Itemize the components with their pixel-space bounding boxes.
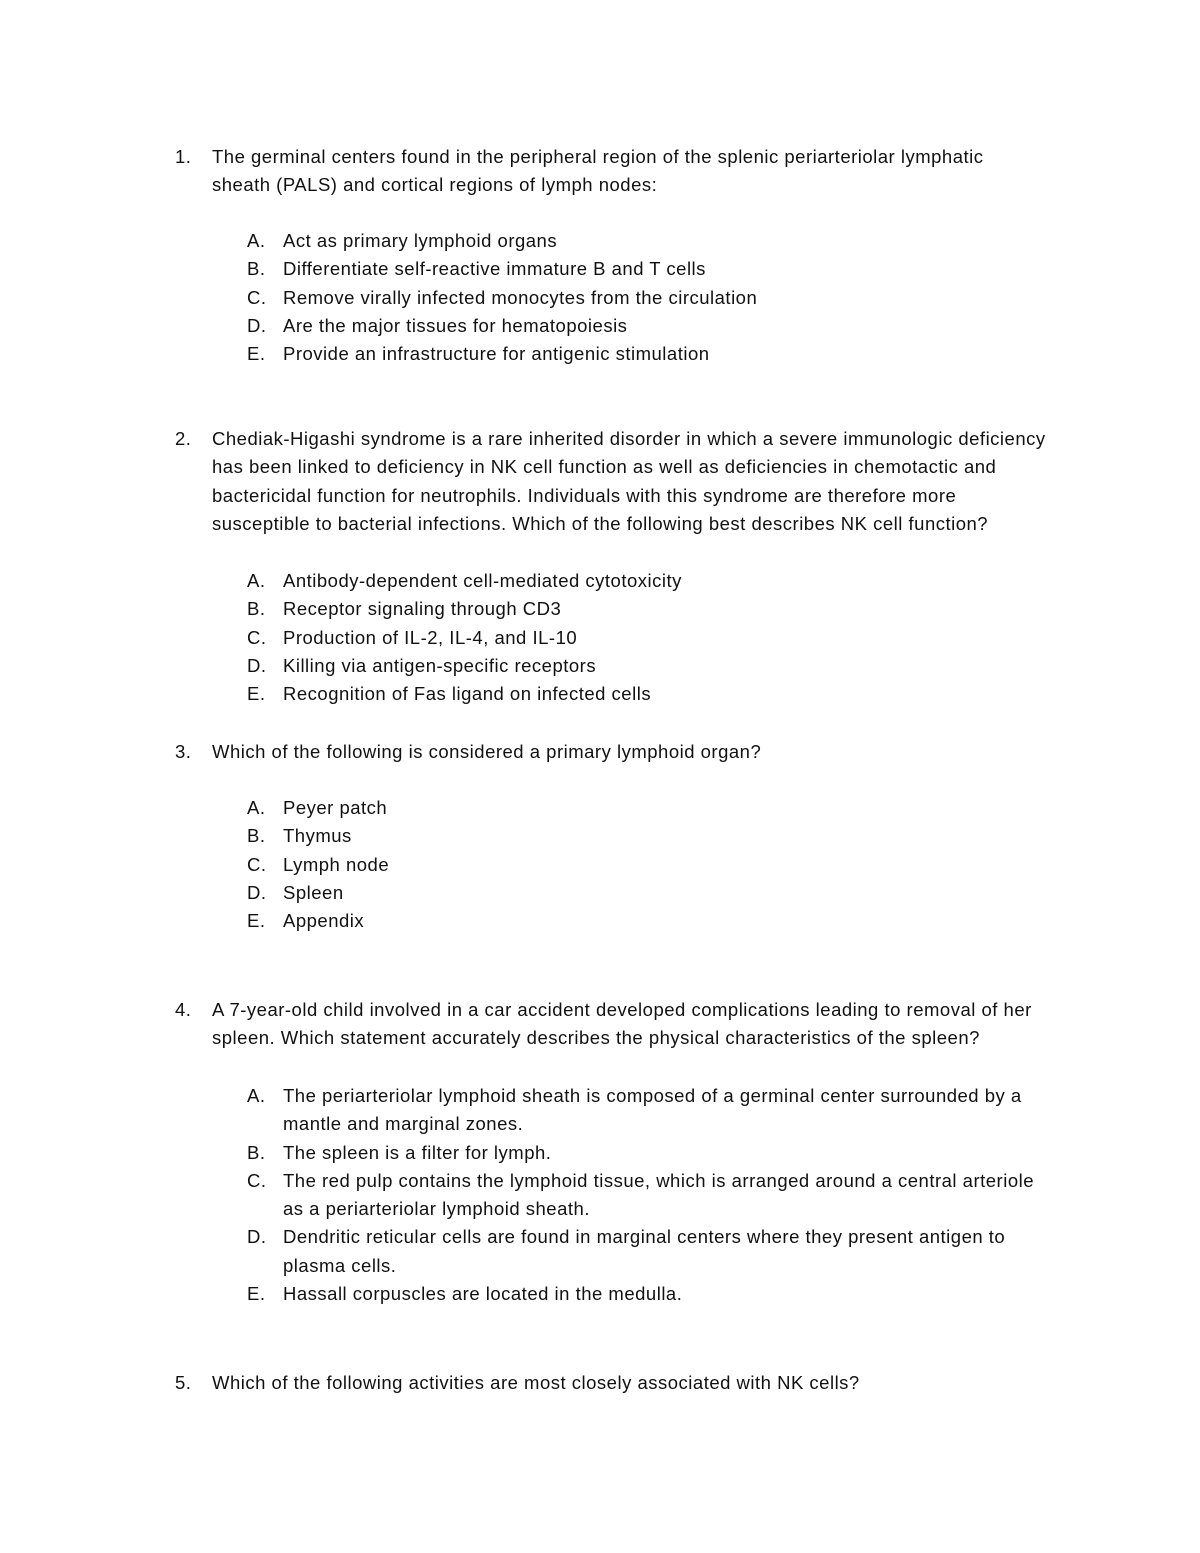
option-text-line: Act as primary lymphoid organs bbox=[283, 230, 558, 251]
answer-option-c bbox=[0, 851, 1200, 879]
option-text bbox=[0, 680, 1200, 708]
answer-option-c bbox=[0, 624, 1200, 652]
answer-option-e bbox=[0, 680, 1200, 708]
answer-option-a bbox=[0, 1082, 1200, 1139]
answer-option-e bbox=[0, 1280, 1200, 1308]
question-text-line: has been linked to deficiency in NK cell function as well as deficiencies in chemotactic and bbox=[212, 456, 997, 478]
option-text-line: Recognition of Fas ligand on infected cells bbox=[283, 683, 652, 705]
question-stem bbox=[212, 425, 1046, 538]
option-letter: E. bbox=[247, 910, 266, 932]
option-letter: A. bbox=[247, 1085, 266, 1106]
option-text-line: Provide an infrastructure for antigenic stimulation bbox=[283, 343, 710, 365]
answer-option-b bbox=[0, 1139, 1200, 1167]
answer-option-a bbox=[0, 227, 1200, 255]
option-letter: A. bbox=[247, 570, 266, 591]
answer-option-a bbox=[0, 794, 1200, 822]
answer-options bbox=[0, 1082, 1200, 1308]
option-text-line: Lymph node bbox=[283, 853, 390, 875]
question-text-line: Chediak-Higashi syndrome is a rare inherited disorder in which a severe immunologic deficiency bbox=[212, 428, 1046, 449]
answer-option-c bbox=[0, 1167, 1200, 1224]
option-text bbox=[0, 227, 1200, 255]
option-text bbox=[0, 340, 1200, 368]
answer-option-b bbox=[0, 822, 1200, 850]
option-letter: A. bbox=[247, 797, 266, 818]
option-text-line: Dendritic reticular cells are found in marginal centers where they present antigen to bbox=[283, 1226, 1006, 1248]
option-text bbox=[0, 1223, 1200, 1280]
question-stem bbox=[212, 738, 761, 766]
option-text bbox=[0, 907, 1200, 935]
answer-option-b bbox=[0, 595, 1200, 623]
option-text-line: Differentiate self-reactive immature B and T cells bbox=[283, 258, 706, 280]
option-letter: D. bbox=[247, 881, 267, 903]
option-text-line: Are the major tissues for hematopoiesis bbox=[283, 314, 628, 336]
answer-options bbox=[0, 794, 1200, 935]
answer-option-d bbox=[0, 312, 1200, 340]
option-text bbox=[0, 284, 1200, 312]
option-text-line: The spleen is a filter for lymph. bbox=[283, 1141, 552, 1163]
option-letter: C. bbox=[247, 286, 267, 308]
option-text bbox=[0, 1139, 1200, 1167]
answer-options bbox=[0, 227, 1200, 368]
option-letter: B. bbox=[247, 825, 266, 847]
question-text-line: spleen. Which statement accurately describes the physical characteristics of the spleen? bbox=[212, 1027, 980, 1049]
option-letter: B. bbox=[247, 1141, 266, 1163]
question-text-line: A 7-year-old child involved in a car accident developed complications leading to removal of her bbox=[212, 999, 1032, 1020]
answer-option-c bbox=[0, 284, 1200, 312]
option-text bbox=[0, 567, 1200, 595]
option-text-line: Hassall corpuscles are located in the medulla. bbox=[283, 1283, 683, 1305]
answer-option-d bbox=[0, 1223, 1200, 1280]
option-letter: D. bbox=[247, 1226, 267, 1248]
question-text-line: susceptible to bacterial infections. Which of the following best describes NK cell function? bbox=[212, 512, 989, 534]
option-text-line: plasma cells. bbox=[283, 1254, 397, 1276]
answer-option-b bbox=[0, 255, 1200, 283]
option-text bbox=[0, 1167, 1200, 1224]
question-text-line: sheath (PALS) and cortical regions of lymph nodes: bbox=[212, 174, 658, 196]
question-number: 3. bbox=[175, 741, 192, 762]
question-number: 1. bbox=[175, 146, 192, 167]
option-text-line: Spleen bbox=[283, 881, 344, 903]
option-text-line: Thymus bbox=[283, 825, 352, 847]
option-letter: C. bbox=[247, 626, 267, 648]
option-text-line: Appendix bbox=[283, 910, 365, 932]
option-letter: A. bbox=[247, 230, 266, 251]
option-text-line: Killing via antigen-specific receptors bbox=[283, 654, 597, 676]
option-text-line: Receptor signaling through CD3 bbox=[283, 598, 562, 620]
option-text bbox=[0, 794, 1200, 822]
option-letter: D. bbox=[247, 314, 267, 336]
option-text bbox=[0, 595, 1200, 623]
option-letter: E. bbox=[247, 343, 266, 365]
option-text bbox=[0, 1280, 1200, 1308]
option-text-line: Production of IL-2, IL-4, and IL-10 bbox=[283, 626, 578, 648]
question-text-line: Which of the following is considered a primary lymphoid organ? bbox=[212, 741, 762, 762]
option-letter: E. bbox=[247, 683, 266, 705]
option-letter: C. bbox=[247, 853, 267, 875]
option-text-line: Remove virally infected monocytes from the circulation bbox=[283, 286, 758, 308]
answer-option-e bbox=[0, 907, 1200, 935]
option-text bbox=[0, 312, 1200, 340]
option-text-line: The periarteriolar lymphoid sheath is composed of a germinal center surrounded by a bbox=[283, 1085, 1022, 1106]
option-text bbox=[0, 652, 1200, 680]
question-stem bbox=[212, 1369, 860, 1397]
question-text-line: The germinal centers found in the peripheral region of the splenic periarteriolar lymphatic bbox=[212, 146, 984, 167]
answer-option-d bbox=[0, 879, 1200, 907]
answer-option-a bbox=[0, 567, 1200, 595]
option-text bbox=[0, 879, 1200, 907]
option-letter: B. bbox=[247, 598, 266, 620]
option-text bbox=[0, 1082, 1200, 1139]
option-text bbox=[0, 624, 1200, 652]
question-stem bbox=[212, 143, 984, 200]
option-text-line: Antibody-dependent cell-mediated cytotoxicity bbox=[283, 570, 682, 591]
answer-option-d bbox=[0, 652, 1200, 680]
answer-option-e bbox=[0, 340, 1200, 368]
question-number: 2. bbox=[175, 428, 192, 449]
option-text-line: Peyer patch bbox=[283, 797, 388, 818]
option-text-line: The red pulp contains the lymphoid tissue, which is arranged around a central arteriole bbox=[283, 1169, 1035, 1191]
question-text-line: bactericidal function for neutrophils. Individuals with this syndrome are therefore more bbox=[212, 484, 957, 506]
option-letter: D. bbox=[247, 654, 267, 676]
question-stem bbox=[212, 996, 1032, 1053]
question-text-line: Which of the following activities are most closely associated with NK cells? bbox=[212, 1372, 860, 1393]
option-letter: C. bbox=[247, 1169, 267, 1191]
answer-options bbox=[0, 567, 1200, 708]
question-number: 4. bbox=[175, 999, 192, 1020]
option-text bbox=[0, 255, 1200, 283]
option-text bbox=[0, 822, 1200, 850]
option-text bbox=[0, 851, 1200, 879]
option-text-line: mantle and marginal zones. bbox=[283, 1113, 524, 1135]
option-letter: E. bbox=[247, 1283, 266, 1305]
option-text-line: as a periarteriolar lymphoid sheath. bbox=[283, 1198, 590, 1220]
option-letter: B. bbox=[247, 258, 266, 280]
question-number: 5. bbox=[175, 1372, 192, 1393]
